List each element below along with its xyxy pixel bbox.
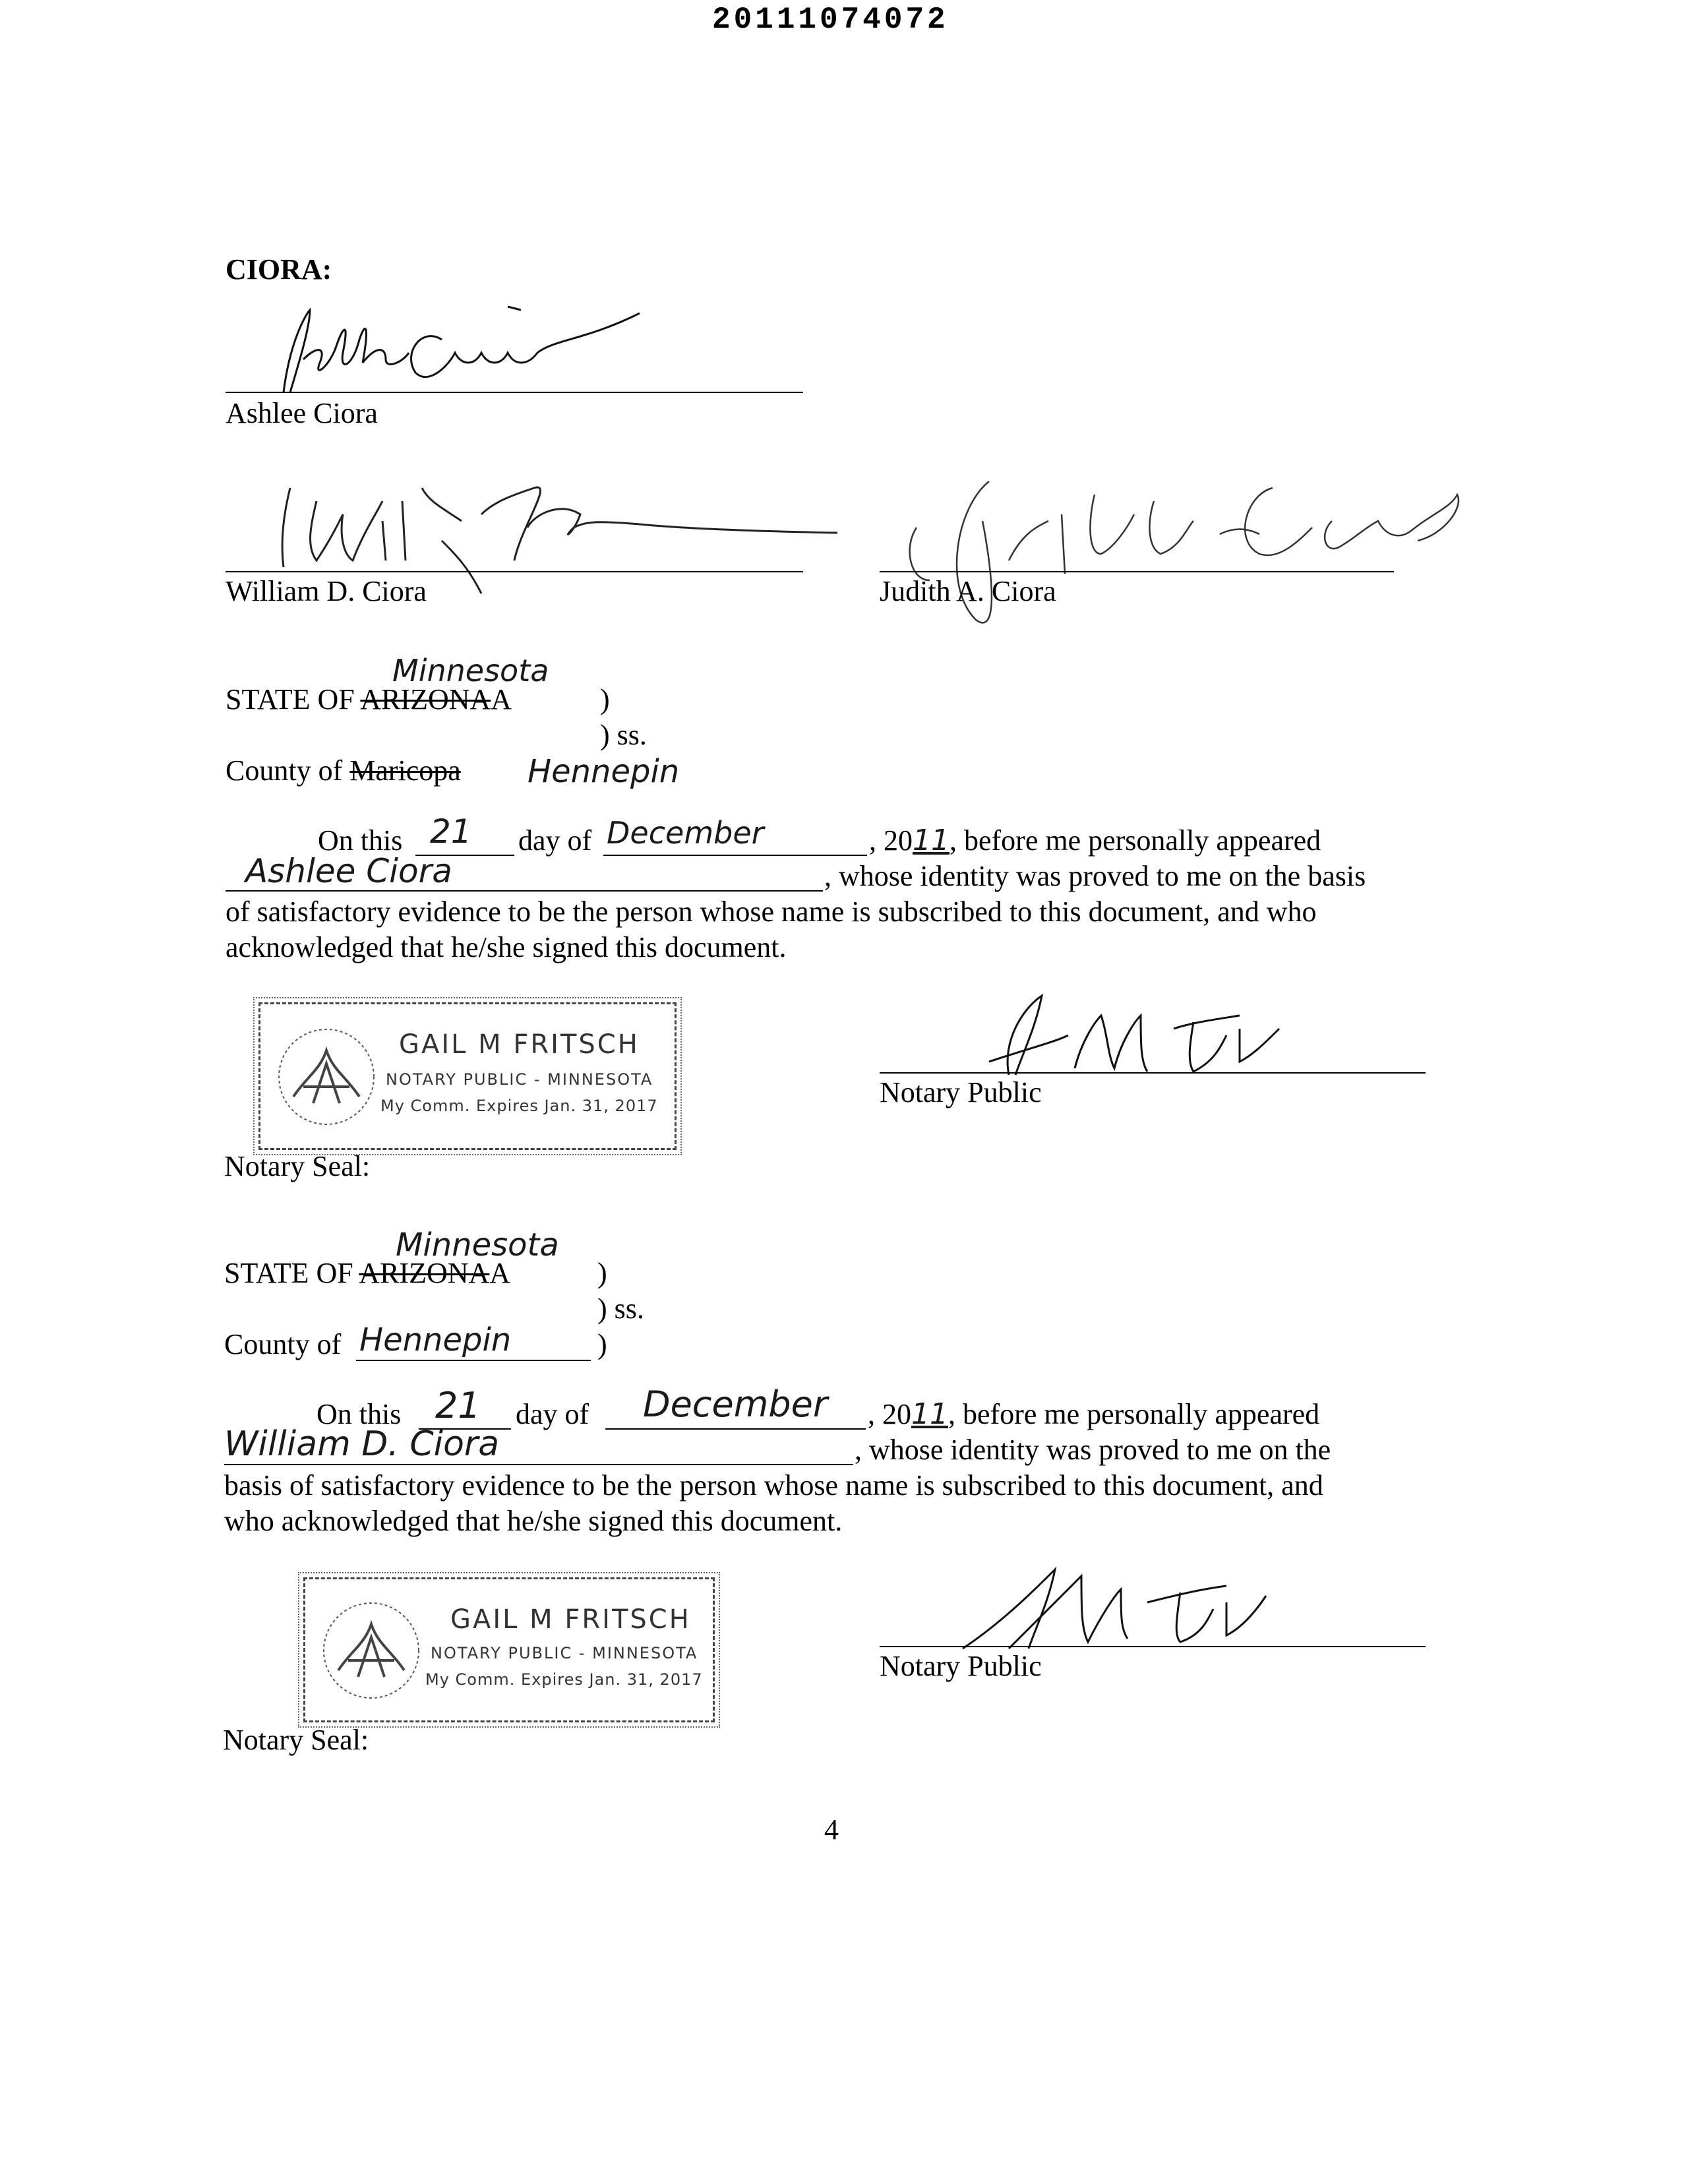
ack1-county-struck: Maricopa — [349, 754, 461, 787]
ashlee-printed-name: Ashlee Ciora — [226, 397, 378, 429]
ack2-stamp-name: GAIL M FRITSCH — [450, 1604, 691, 1635]
ack1-county-handwritten: Hennepin — [528, 753, 680, 790]
ack1-day-of: day of — [518, 824, 592, 857]
ack1-line4: acknowledged that he/she signed this document. — [226, 931, 787, 963]
ack2-ss: ) ss. — [597, 1292, 644, 1325]
ack2-county-prefix: County of — [224, 1328, 342, 1360]
ack1-notary-label: Notary Public — [880, 1076, 1042, 1108]
ack2-county-blank — [356, 1360, 591, 1361]
william-signature-line — [226, 571, 803, 572]
ack1-stamp-name: GAIL M FRITSCH — [399, 1029, 640, 1060]
ack2-line4: who acknowledged that he/she signed this document. — [224, 1505, 843, 1537]
ack1-state-handwritten: Minnesota — [392, 653, 549, 688]
ack2-notary-line — [880, 1646, 1426, 1647]
ack2-stamp-expires: My Comm. Expires Jan. 31, 2017 — [425, 1670, 703, 1689]
ack1-notary-line — [880, 1072, 1426, 1074]
ack2-on-this: On this — [316, 1398, 402, 1430]
william-printed-name: William D. Ciora — [226, 575, 427, 607]
ack2-state-struck: ARIZONA — [359, 1257, 490, 1289]
ack1-day-value: 21 — [430, 812, 472, 851]
ack1-month-blank — [603, 855, 867, 856]
page-number: 4 — [824, 1813, 839, 1846]
ack2-identity: , whose identity was proved to me on the — [855, 1434, 1331, 1466]
ack1-paren: ) — [600, 683, 610, 715]
document-number: 20111074072 — [712, 3, 949, 37]
ack2-state-handwritten: Minnesota — [396, 1227, 559, 1263]
ack1-state-line: STATE OF ARIZONAA — [226, 683, 512, 715]
ack2-day-value: 21 — [435, 1385, 481, 1426]
ack2-day-of: day of — [516, 1398, 589, 1430]
ack2-paren: ) — [597, 1257, 607, 1289]
ack2-paren3: ) — [597, 1328, 607, 1360]
judith-signature-line — [880, 571, 1394, 572]
ack1-stamp-seal-icon — [274, 1024, 379, 1130]
party-label: CIORA: — [226, 253, 332, 286]
ack1-identity: , whose identity was proved to me on the basis — [824, 860, 1366, 892]
ashlee-signature — [244, 300, 653, 399]
ack2-person-blank — [224, 1464, 853, 1465]
ack1-year-line: , 2011, before me personally appeared — [869, 824, 1321, 857]
judith-signature — [877, 455, 1470, 653]
ack2-stamp-title: NOTARY PUBLIC - MINNESOTA — [431, 1644, 698, 1662]
ack1-stamp-expires: My Comm. Expires Jan. 31, 2017 — [380, 1097, 658, 1115]
ack2-stamp-seal-icon — [318, 1598, 424, 1703]
ack2-line3: basis of satisfactory evidence to be the person whose name is subscribed to this document, and — [224, 1469, 1323, 1502]
ack1-on-this: On this — [318, 824, 403, 857]
ack1-month-value: December — [607, 815, 764, 851]
ack1-county-line: County of Maricopa — [226, 754, 461, 787]
ack2-year-line: , 2011, before me personally appeared — [868, 1397, 1320, 1431]
ack2-state-line: STATE OF ARIZONAA — [224, 1257, 511, 1289]
judith-printed-name: Judith A. Ciora — [880, 575, 1056, 607]
ack1-line3: of satisfactory evidence to be the person whose name is subscribed to this document, and who — [226, 895, 1317, 928]
ashlee-signature-line — [226, 392, 803, 393]
ack1-person-blank — [226, 890, 823, 892]
ack1-ss: ) ss. — [600, 719, 647, 751]
ack1-state-struck: ARIZONA — [360, 683, 491, 715]
ack1-person-value: Ashlee Ciora — [245, 852, 452, 890]
ack2-notary-stamp — [303, 1577, 715, 1722]
ack2-month-value: December — [643, 1383, 828, 1425]
ack2-county-handwritten: Hennepin — [359, 1321, 512, 1358]
ack1-year-value: 11 — [913, 824, 950, 857]
ack2-person-value: William D. Ciora — [224, 1424, 500, 1464]
ack2-notary-label: Notary Public — [880, 1650, 1042, 1682]
ack2-year-value: 11 — [911, 1397, 948, 1431]
ack1-seal-label: Notary Seal: — [224, 1150, 371, 1182]
ack1-notary-stamp — [258, 1002, 677, 1150]
ack1-stamp-title: NOTARY PUBLIC - MINNESOTA — [386, 1070, 653, 1089]
ack2-seal-label: Notary Seal: — [223, 1724, 369, 1756]
ack2-month-blank — [605, 1428, 866, 1430]
